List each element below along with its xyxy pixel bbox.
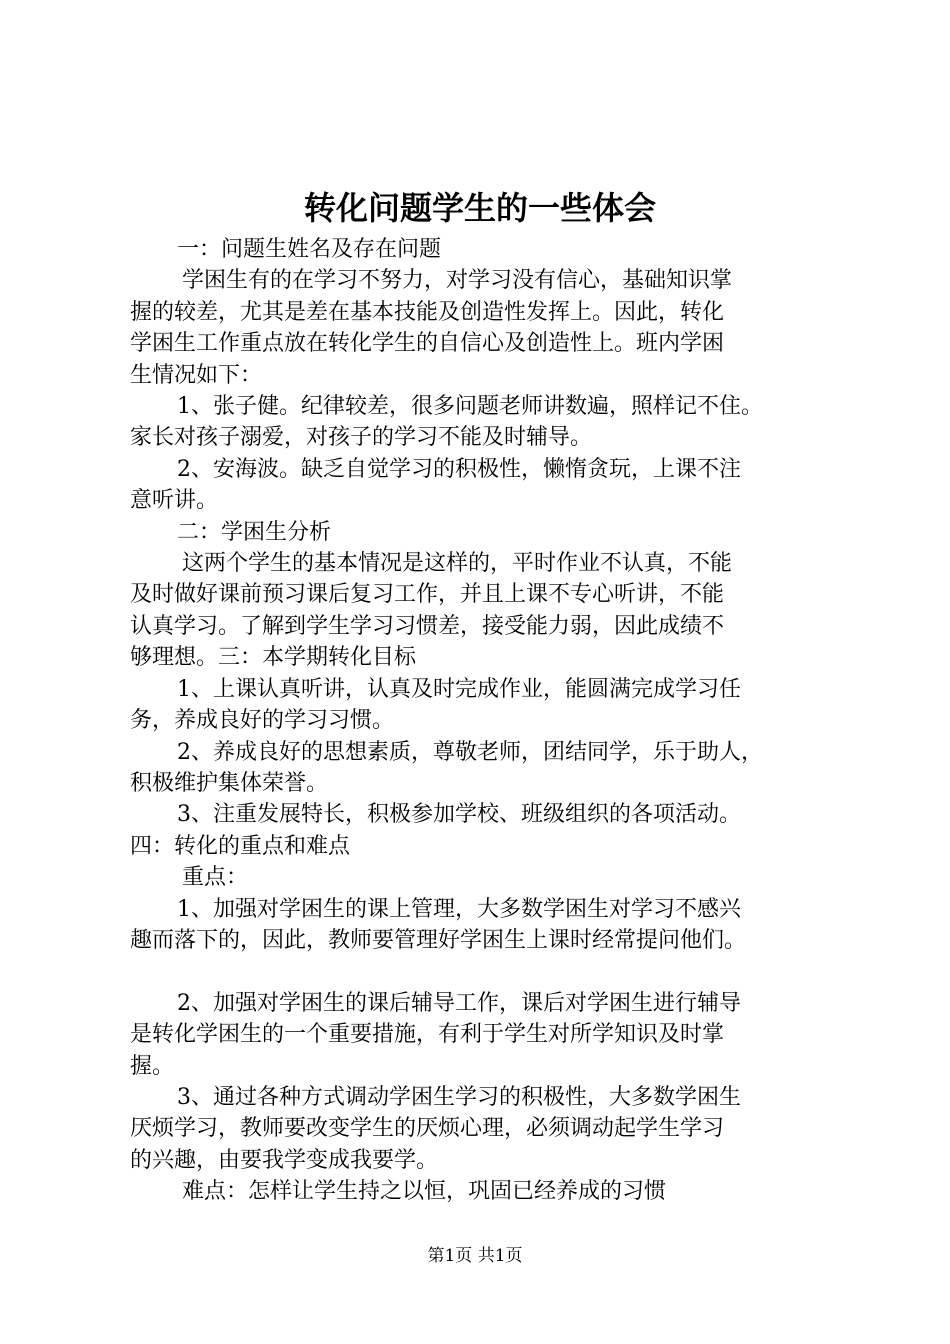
body-line: 这两个学生的基本情况是这样的，平时作业不认真，不能: [182, 551, 733, 577]
body-line: 家长对孩子溺爱，对孩子的学习不能及时辅导。: [130, 425, 593, 451]
body-line: 难点：怎样让学生持之以恒，巩固已经养成的习惯: [182, 1179, 667, 1205]
body-line: 学困生有的在学习不努力，对学习没有信心，基础知识掌: [182, 268, 733, 294]
body-line: 学困生工作重点放在转化学生的自信心及创造性上。班内学困: [130, 331, 725, 357]
body-line: 生情况如下：: [130, 362, 263, 388]
body-line: 3、注重发展特长，积极参加学校、班级组织的各项活动。: [177, 802, 741, 828]
body-line: 1、加强对学困生的课上管理，大多数学困生对学习不感兴: [177, 896, 741, 922]
body-line: 四：转化的重点和难点: [130, 833, 351, 859]
body-line: 务，养成良好的学习习惯。: [130, 708, 395, 734]
body-line: 意听讲。: [130, 488, 219, 514]
body-line: 是转化学困生的一个重要措施，有利于学生对所学知识及时掌: [130, 1022, 725, 1048]
document-title: 转化问题学生的一些体会: [303, 189, 656, 227]
body-line: 的兴趣，由要我学变成我要学。: [130, 1147, 439, 1173]
body-line: 2、加强对学困生的课后辅导工作，课后对学困生进行辅导: [177, 990, 741, 1016]
body-line: [130, 956, 830, 987]
body-line: 1、张子健。纪律较差，很多问题老师讲数遍，照样记不住。: [177, 394, 763, 420]
body-line: 厌烦学习，教师要改变学生的厌烦心理，必须调动起学生学习: [130, 1116, 725, 1142]
body-line: 认真学习。了解到学生学习习惯差，接受能力弱，因此成绩不: [130, 613, 725, 639]
body-line: 1、上课认真听讲，认真及时完成作业，能圆满完成学习任: [177, 676, 741, 702]
body-line: 3、通过各种方式调动学困生学习的积极性，大多数学困生: [177, 1084, 741, 1110]
body-line: 及时做好课前预习课后复习工作，并且上课不专心听讲，不能: [130, 582, 725, 608]
body-line: 趣而落下的，因此，教师要管理好学困生上课时经常提问他们。: [130, 927, 747, 953]
body-line: 一：问题生姓名及存在问题: [177, 237, 442, 262]
body-line: 重点：: [182, 865, 249, 891]
page-footer: 第1页 共1页: [427, 1246, 523, 1266]
body-line: 积极维护集体荣誉。: [130, 770, 329, 796]
document-body: [130, 234, 830, 1208]
body-line: 握。: [130, 1053, 175, 1079]
body-line: 二：学困生分析: [177, 519, 332, 545]
body-line: 握的较差，尤其是差在基本技能及创造性发挥上。因此，转化: [130, 299, 725, 325]
body-line: 2、养成良好的思想素质，尊敬老师，团结同学，乐于助人，: [177, 739, 763, 765]
body-line: 2、安海波。缺乏自觉学习的积极性，懒惰贪玩，上课不注: [177, 456, 741, 482]
body-line: 够理想。三：本学期转化目标: [130, 645, 417, 671]
